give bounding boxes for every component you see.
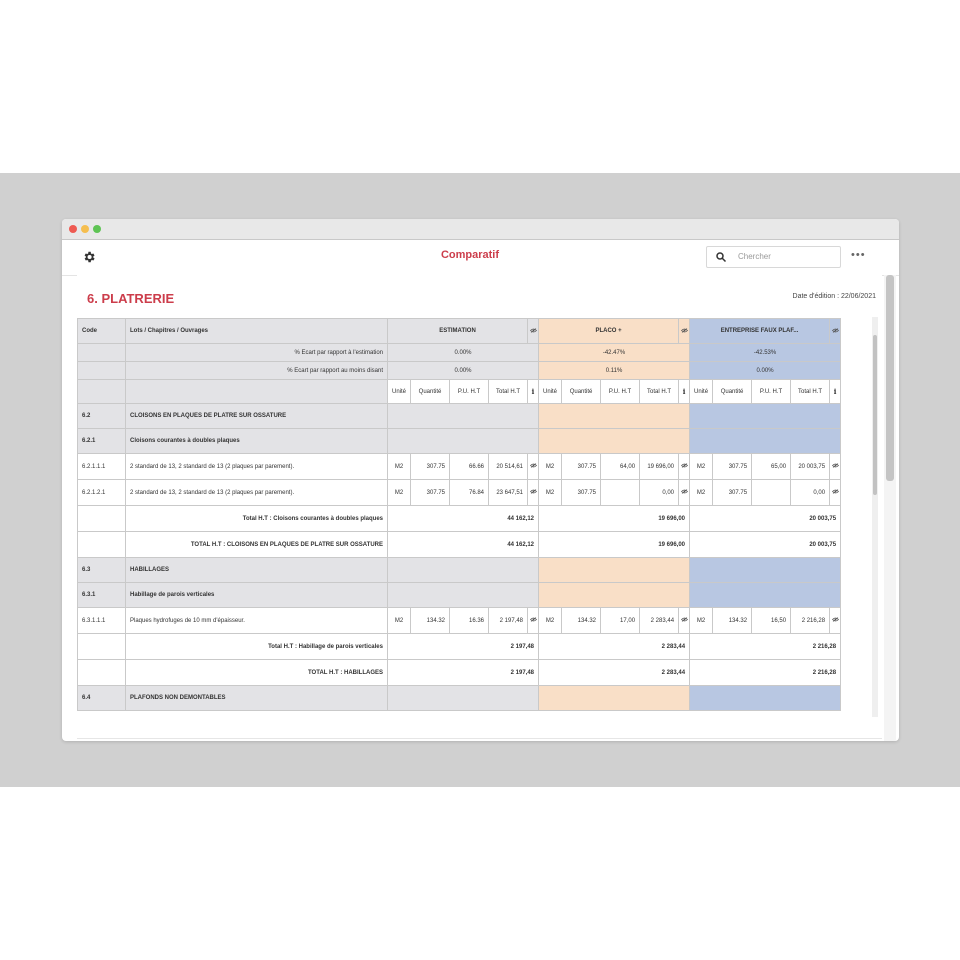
column-header-code: Code [78, 319, 126, 344]
quantity-cell: 307.75 [562, 454, 601, 480]
total-value: 2 283,44 [539, 634, 690, 660]
total-row [78, 532, 841, 558]
row-code: 6.2.1 [78, 429, 126, 454]
table-cell [78, 532, 126, 558]
quantity-cell: 307.75 [411, 454, 450, 480]
row-code: 6.3.1.1.1 [78, 608, 126, 634]
unit-cell: M2 [690, 608, 713, 634]
total-value: 44 162,12 [388, 506, 539, 532]
ecart-value: -42.47% [539, 344, 690, 362]
row-code: 6.2.1.1.1 [78, 454, 126, 480]
row-code: 6.3.1 [78, 583, 126, 608]
row-visibility-toggle[interactable] [528, 608, 539, 634]
column-header-lots: Lots / Chapitres / Ouvrages [126, 319, 388, 344]
total-label: Total H.T : Habillage de parois verticales [126, 634, 388, 660]
unit-cell: M2 [388, 454, 411, 480]
subheader-cell: Unité [388, 380, 411, 404]
row-label: Habillage de parois verticales [126, 583, 388, 608]
total-cell: 23 647,51 [489, 480, 528, 506]
quantity-cell: 307.75 [562, 480, 601, 506]
ecart-estimation-row [78, 344, 841, 362]
row-visibility-toggle[interactable] [679, 480, 690, 506]
item-row [78, 454, 841, 480]
row-visibility-toggle[interactable] [830, 480, 841, 506]
table-cell [78, 344, 126, 362]
quantity-cell: 134.32 [411, 608, 450, 634]
total-cell: 2 283,44 [640, 608, 679, 634]
total-value: 20 003,75 [690, 506, 841, 532]
total-cell: 19 696,00 [640, 454, 679, 480]
ecart-value: 0.00% [388, 344, 539, 362]
visibility-off-icon[interactable] [681, 328, 688, 333]
main-content [77, 275, 882, 741]
row-code: 6.4 [78, 686, 126, 711]
subheader-cell: P.U. H.T [601, 380, 640, 404]
subheader-cell: P.U. H.T [752, 380, 791, 404]
chapter-row [78, 686, 841, 711]
chapter-row [78, 404, 841, 429]
unit-cell: M2 [388, 608, 411, 634]
ecart-moins-disant-row [78, 362, 841, 380]
unit-cell: M2 [539, 454, 562, 480]
table-cell [78, 660, 126, 686]
close-window-button[interactable] [69, 225, 77, 233]
company-cell [388, 686, 539, 711]
company-cell [388, 558, 539, 583]
total-value: 2 216,28 [690, 634, 841, 660]
unit-price-cell[interactable]: 17,00 [601, 608, 640, 634]
comparison-grid [77, 318, 867, 716]
window-titlebar [62, 219, 899, 240]
ecart-value: 0.00% [388, 362, 539, 380]
total-value: 2 197,48 [388, 634, 539, 660]
subheader-row [78, 380, 841, 404]
unit-price-cell[interactable]: 76.84 [450, 480, 489, 506]
info-icon[interactable]: i [830, 380, 841, 404]
subheader-cell: Quantité [713, 380, 752, 404]
subheader-cell: Unité [539, 380, 562, 404]
table-cell [78, 506, 126, 532]
company-cell [539, 558, 690, 583]
table-scrollbar[interactable] [872, 317, 878, 717]
company-cell [388, 429, 539, 454]
table-cell [78, 362, 126, 380]
total-value: 2 283,44 [539, 660, 690, 686]
company-cell [388, 583, 539, 608]
visibility-off-icon[interactable] [530, 328, 537, 333]
app-header [62, 240, 899, 276]
unit-cell: M2 [690, 454, 713, 480]
company-header: ENTREPRISE FAUX PLAF... [690, 319, 830, 344]
total-cell: 20 514,61 [489, 454, 528, 480]
chapter-row [78, 583, 841, 608]
visibility-off-icon[interactable] [681, 489, 688, 494]
app-window [62, 219, 899, 741]
row-visibility-toggle[interactable] [528, 480, 539, 506]
page-scrollbar[interactable] [884, 275, 896, 741]
maximize-window-button[interactable] [93, 225, 101, 233]
row-label: PLAFONDS NON DEMONTABLES [126, 686, 388, 711]
company-cell [388, 404, 539, 429]
info-icon[interactable]: i [528, 380, 539, 404]
row-code: 6.2.1.2.1 [78, 480, 126, 506]
total-cell: 2 216,28 [791, 608, 830, 634]
company-header: PLACO + [539, 319, 679, 344]
total-value: 44 162,12 [388, 532, 539, 558]
row-label: HABILLAGES [126, 558, 388, 583]
ecart-value: -42.53% [690, 344, 841, 362]
total-value: 20 003,75 [690, 532, 841, 558]
unit-cell: M2 [539, 608, 562, 634]
unit-cell: M2 [388, 480, 411, 506]
item-row [78, 480, 841, 506]
total-row [78, 506, 841, 532]
total-cell: 2 197,48 [489, 608, 528, 634]
row-visibility-toggle[interactable] [679, 608, 690, 634]
company-header: ESTIMATION [388, 319, 528, 344]
company-cell [539, 583, 690, 608]
company-cell [690, 558, 841, 583]
row-label: 2 standard de 13, 2 standard de 13 (2 plaques par parement). [126, 454, 388, 480]
page-scrollbar-thumb[interactable] [886, 275, 894, 481]
company-visibility-toggle[interactable] [830, 319, 841, 344]
company-cell [690, 583, 841, 608]
visibility-off-icon[interactable] [530, 617, 537, 622]
ecart-label: % Ecart par rapport au moins disant [126, 362, 388, 380]
visibility-off-icon[interactable] [681, 617, 688, 622]
section-title: 6. PLATRERIE [87, 291, 175, 306]
row-label: CLOISONS EN PLAQUES DE PLATRE SUR OSSATURE [126, 404, 388, 429]
company-cell [690, 404, 841, 429]
subheader-cell: Quantité [562, 380, 601, 404]
unit-price-cell[interactable]: 16,50 [752, 608, 791, 634]
chapter-row [78, 429, 841, 454]
row-visibility-toggle[interactable] [830, 608, 841, 634]
chapter-row [78, 558, 841, 583]
subheader-cell: Quantité [411, 380, 450, 404]
visibility-off-icon[interactable] [832, 617, 839, 622]
quantity-cell: 134.32 [713, 608, 752, 634]
visibility-off-icon[interactable] [530, 489, 537, 494]
ecart-label: % Ecart par rapport à l'estimation [126, 344, 388, 362]
unit-cell: M2 [690, 480, 713, 506]
company-cell [539, 429, 690, 454]
unit-price-cell[interactable] [601, 480, 640, 506]
total-cell: 0,00 [791, 480, 830, 506]
unit-cell: M2 [539, 480, 562, 506]
total-value: 2 197,48 [388, 660, 539, 686]
visibility-off-icon[interactable] [681, 463, 688, 468]
ecart-value: 0.00% [690, 362, 841, 380]
total-cell: 20 003,75 [791, 454, 830, 480]
row-label: Plaques hydrofuges de 10 mm d'épaisseur. [126, 608, 388, 634]
app-title: Comparatif [440, 249, 500, 261]
footer-divider [77, 738, 882, 739]
unit-price-cell[interactable]: 65,00 [752, 454, 791, 480]
company-cell [539, 404, 690, 429]
total-label: TOTAL H.T : CLOISONS EN PLAQUES DE PLATRE SUR OSSATURE [126, 532, 388, 558]
table-cell [78, 634, 126, 660]
total-cell: 0,00 [640, 480, 679, 506]
table-header-row [78, 319, 841, 344]
row-visibility-toggle[interactable] [830, 454, 841, 480]
item-row [78, 608, 841, 634]
table-cell [78, 380, 126, 404]
search-icon [715, 251, 727, 263]
info-icon[interactable]: i [679, 380, 690, 404]
company-visibility-toggle[interactable] [528, 319, 539, 344]
quantity-cell: 307.75 [713, 454, 752, 480]
company-cell [690, 686, 841, 711]
total-label: Total H.T : Cloisons courantes à doubles plaques [126, 506, 388, 532]
visibility-off-icon[interactable] [832, 463, 839, 468]
subheader-cell: Total H.T [489, 380, 528, 404]
unit-price-cell[interactable] [752, 480, 791, 506]
company-visibility-toggle[interactable] [679, 319, 690, 344]
quantity-cell: 307.75 [713, 480, 752, 506]
unit-price-cell[interactable]: 16.36 [450, 608, 489, 634]
total-value: 2 216,28 [690, 660, 841, 686]
total-value: 19 696,00 [539, 506, 690, 532]
search-input[interactable]: Chercher [738, 252, 771, 261]
edit-date: Date d'édition : 22/06/2021 [792, 293, 876, 300]
row-code: 6.3 [78, 558, 126, 583]
visibility-off-icon[interactable] [832, 489, 839, 494]
subheader-cell: Unité [690, 380, 713, 404]
subheader-cell: P.U. H.T [450, 380, 489, 404]
more-options-icon[interactable]: ••• [851, 249, 866, 261]
table-scrollbar-thumb[interactable] [873, 335, 877, 495]
minimize-window-button[interactable] [81, 225, 89, 233]
subheader-cell: Total H.T [791, 380, 830, 404]
row-visibility-toggle[interactable] [528, 454, 539, 480]
subheader-cell: Total H.T [640, 380, 679, 404]
row-label: Cloisons courantes à doubles plaques [126, 429, 388, 454]
ecart-value: 0.11% [539, 362, 690, 380]
visibility-off-icon[interactable] [832, 328, 839, 333]
quantity-cell: 134.32 [562, 608, 601, 634]
total-row [78, 660, 841, 686]
table-cell [126, 380, 388, 404]
company-cell [690, 429, 841, 454]
unit-price-cell[interactable]: 66.66 [450, 454, 489, 480]
total-row [78, 634, 841, 660]
total-value: 19 696,00 [539, 532, 690, 558]
row-label: 2 standard de 13, 2 standard de 13 (2 plaques par parement). [126, 480, 388, 506]
quantity-cell: 307.75 [411, 480, 450, 506]
row-visibility-toggle[interactable] [679, 454, 690, 480]
total-label: TOTAL H.T : HABILLAGES [126, 660, 388, 686]
unit-price-cell[interactable]: 64,00 [601, 454, 640, 480]
visibility-off-icon[interactable] [530, 463, 537, 468]
comparison-table [77, 318, 841, 711]
search-box[interactable] [706, 246, 841, 268]
row-code: 6.2 [78, 404, 126, 429]
company-cell [539, 686, 690, 711]
